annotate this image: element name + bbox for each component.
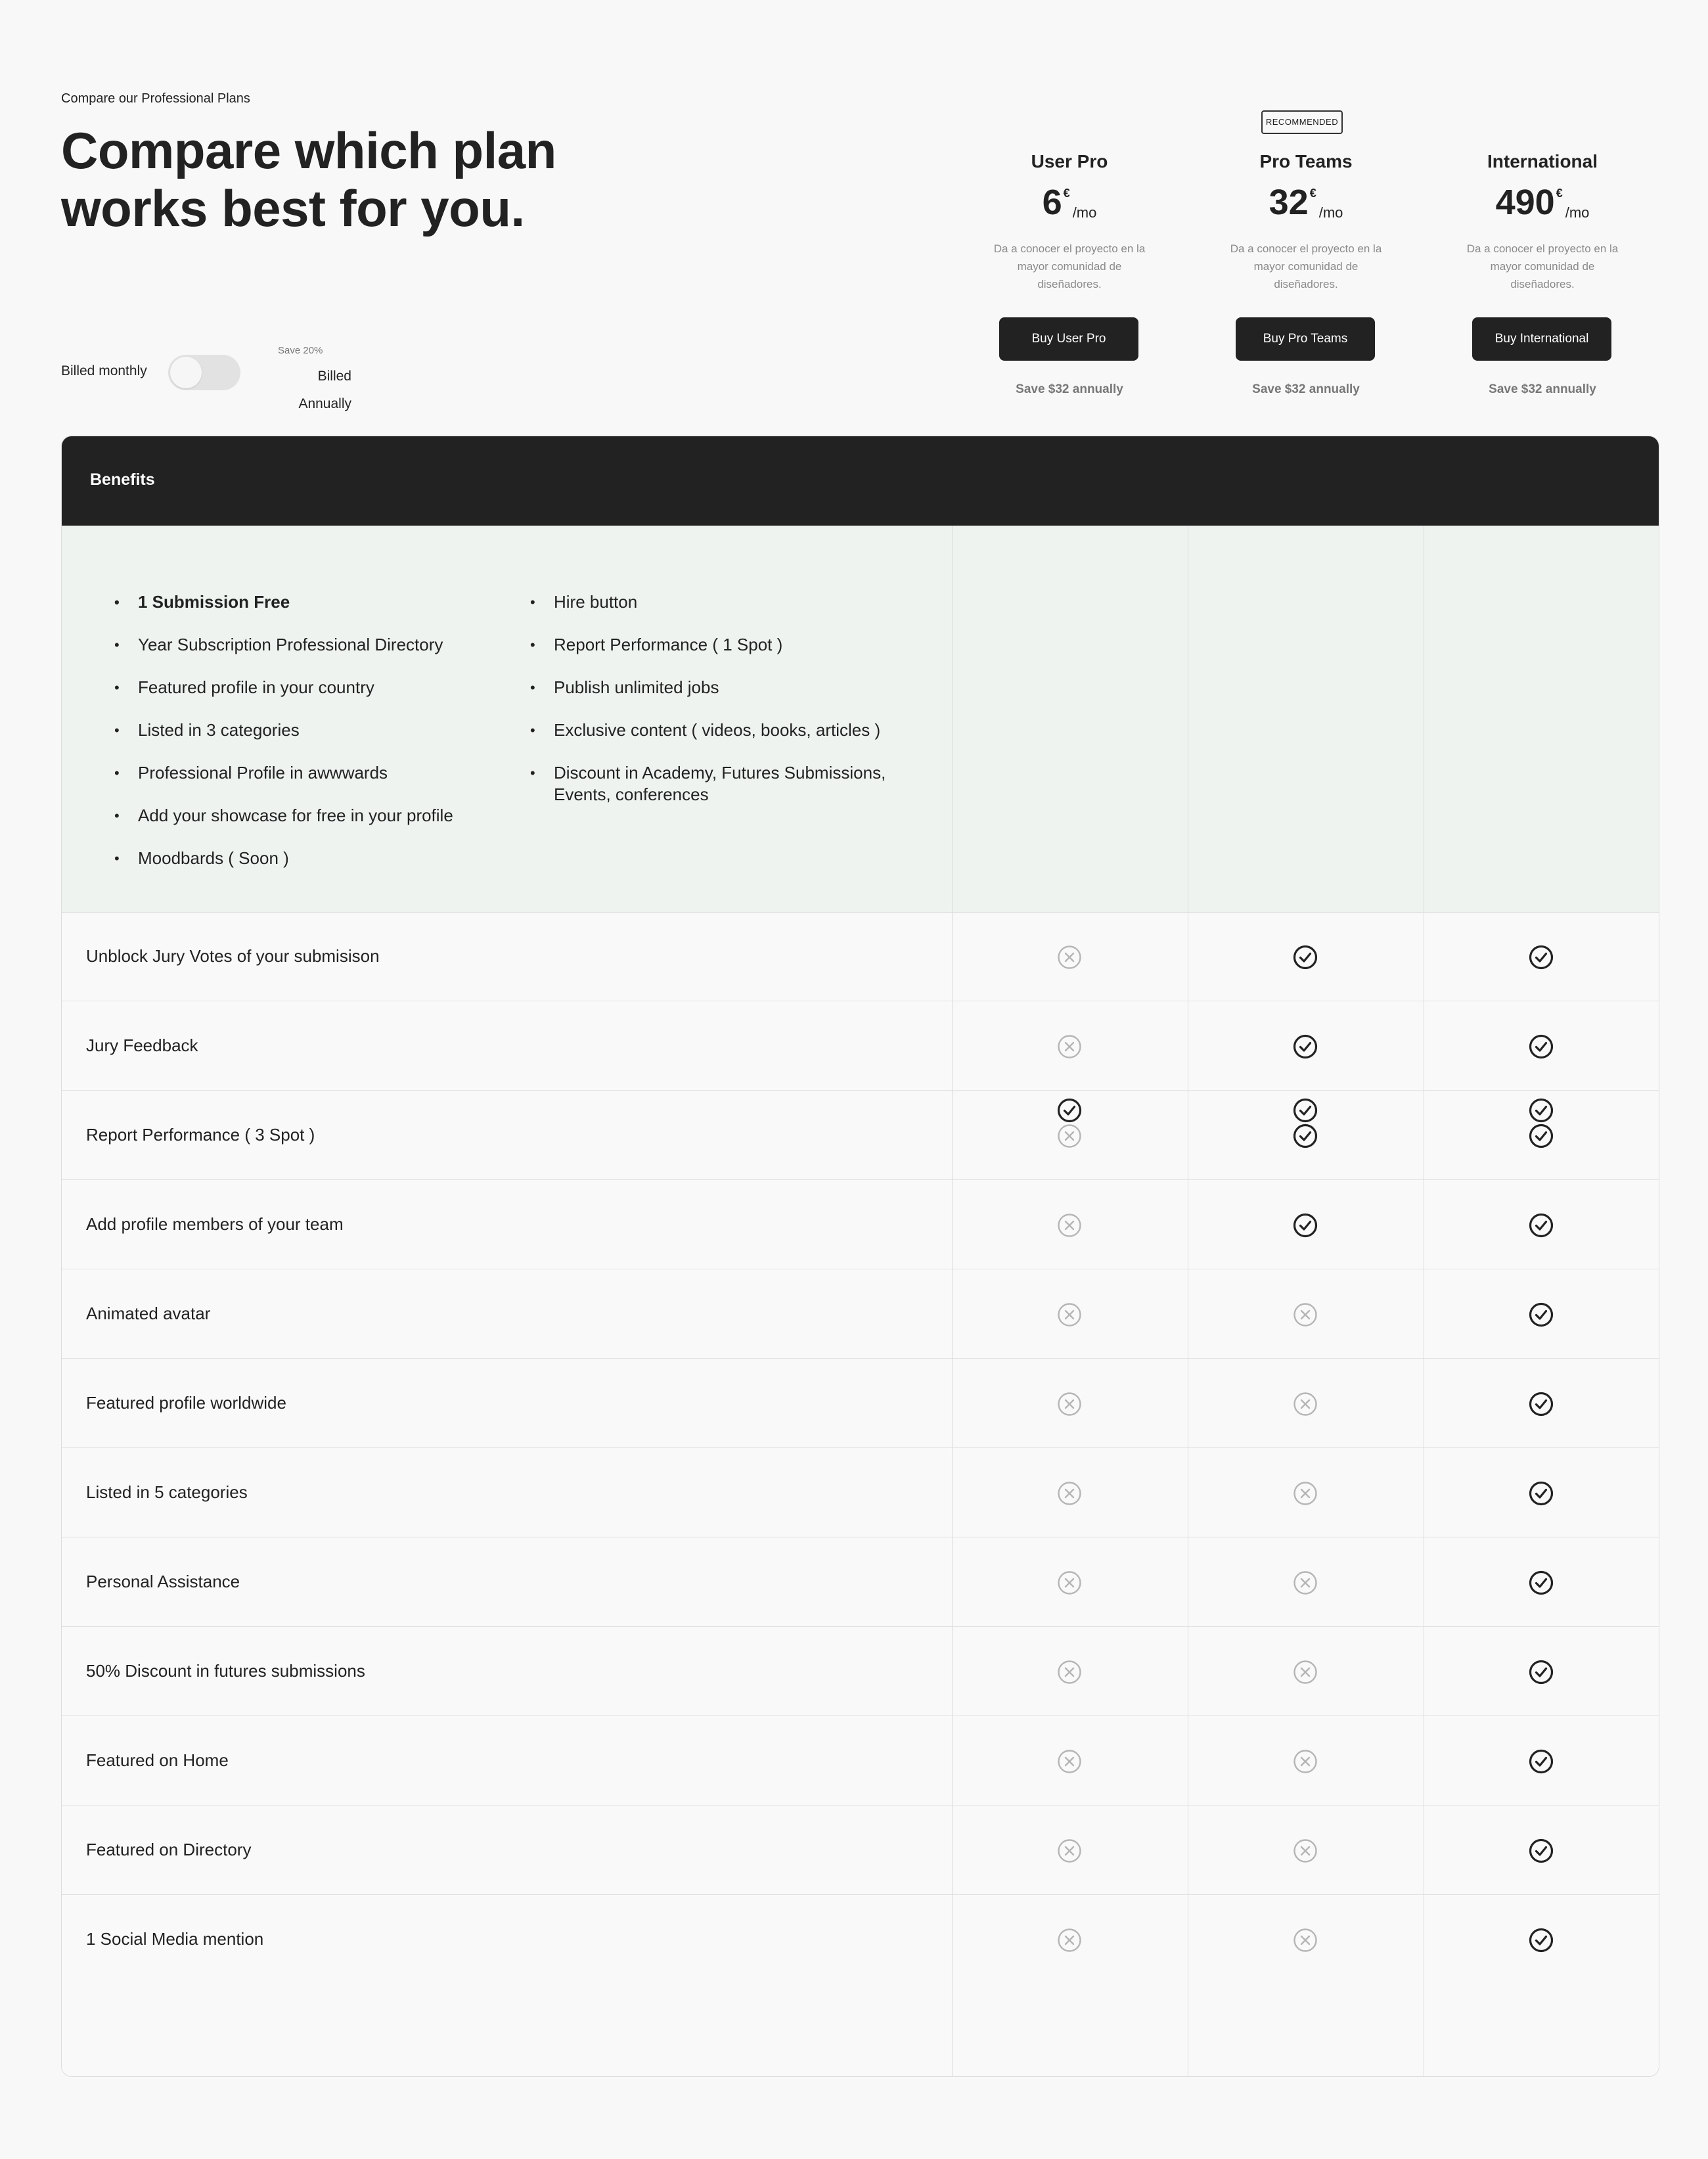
table-row — [62, 1895, 1659, 1984]
benefit-item: • Year Subscription Professional Directory — [114, 634, 482, 656]
page-title-line-1: Compare which plan — [61, 122, 556, 179]
column-divider — [952, 526, 953, 2077]
check-circle-icon — [1056, 1097, 1083, 1124]
check-circle-icon — [1292, 1212, 1318, 1239]
table-row — [62, 912, 1659, 1001]
benefit-item: • Publish unlimited jobs — [530, 677, 898, 698]
check-circle-icon — [1528, 1391, 1554, 1417]
billed-monthly-label[interactable]: Billed monthly — [61, 363, 147, 378]
check-circle-icon — [1528, 1659, 1554, 1685]
table-row — [62, 1359, 1659, 1448]
plan-savings: Save $32 annually — [1489, 382, 1596, 396]
billing-toggle-knob — [170, 357, 202, 388]
plan-price — [1424, 179, 1661, 225]
table-row — [62, 1001, 1659, 1091]
price-currency: € — [1309, 187, 1316, 200]
benefits-list-right — [530, 591, 898, 827]
check-circle-icon — [1292, 1034, 1318, 1060]
check-circle-icon — [1528, 1748, 1554, 1775]
benefits-heading: Benefits — [90, 470, 155, 489]
feature-label: Report Performance ( 3 Spot ) — [86, 1125, 315, 1145]
benefit-item: • Hire button — [530, 591, 898, 613]
table-row — [62, 1537, 1659, 1627]
comparison-table — [61, 436, 1659, 2077]
plan-description: Da a conocer el proyecto en la mayor comunidad de diseñadores. — [993, 242, 1146, 290]
feature-label: 1 Social Media mention — [86, 1929, 264, 1949]
x-circle-icon — [1292, 1659, 1318, 1685]
price-period: /mo — [1318, 204, 1343, 221]
plan-name: User Pro — [1031, 151, 1108, 171]
feature-label: Featured profile worldwide — [86, 1393, 286, 1413]
check-circle-icon — [1528, 1838, 1554, 1864]
plan-name: International — [1487, 151, 1598, 171]
billed-annually-line-1: Billed — [317, 369, 351, 384]
check-circle-icon — [1528, 1034, 1554, 1060]
recommended-badge: RECOMMENDED — [1261, 110, 1343, 134]
x-circle-icon — [1056, 1659, 1083, 1685]
feature-label: Unblock Jury Votes of your submisison — [86, 946, 380, 966]
x-circle-icon — [1056, 1123, 1083, 1149]
billed-annually-label[interactable] — [278, 363, 351, 418]
buy-user-pro-button[interactable]: Buy User Pro — [999, 317, 1138, 361]
check-circle-icon — [1292, 1123, 1318, 1149]
x-circle-icon — [1056, 1480, 1083, 1507]
feature-label: Listed in 5 categories — [86, 1482, 248, 1502]
plan-savings: Save $32 annually — [1016, 382, 1123, 396]
benefit-item: • Listed in 3 categories — [114, 719, 482, 741]
benefits-block — [62, 526, 1659, 913]
feature-label: Personal Assistance — [86, 1572, 240, 1591]
x-circle-icon — [1056, 1927, 1083, 1953]
x-circle-icon — [1056, 944, 1083, 970]
feature-label: 50% Discount in futures submissions — [86, 1661, 365, 1681]
x-circle-icon — [1056, 1391, 1083, 1417]
plan-description: Da a conocer el proyecto en la mayor comunidad de diseñadores. — [1466, 242, 1619, 290]
x-circle-icon — [1292, 1391, 1318, 1417]
x-circle-icon — [1292, 1480, 1318, 1507]
price-currency: € — [1556, 187, 1563, 200]
billing-switch-group — [61, 342, 429, 414]
price-amount: 490 — [1495, 183, 1555, 222]
check-circle-icon — [1528, 1123, 1554, 1149]
table-row — [62, 1180, 1659, 1269]
table-header — [62, 436, 1659, 526]
x-circle-icon — [1056, 1570, 1083, 1596]
check-circle-icon — [1292, 944, 1318, 970]
x-circle-icon — [1056, 1838, 1083, 1864]
save-badge: Save 20% — [278, 345, 323, 356]
x-circle-icon — [1056, 1302, 1083, 1328]
price-period: /mo — [1565, 204, 1590, 221]
table-row — [62, 1806, 1659, 1895]
price-amount: 32 — [1269, 183, 1309, 222]
check-circle-icon — [1292, 1097, 1318, 1124]
x-circle-icon — [1292, 1927, 1318, 1953]
plan-savings: Save $32 annually — [1252, 382, 1360, 396]
price-amount: 6 — [1042, 183, 1062, 222]
price-currency: € — [1063, 187, 1070, 200]
check-circle-icon — [1528, 1302, 1554, 1328]
page-title-line-2: works best for you. — [61, 179, 525, 237]
benefit-item: • Add your showcase for free in your profile — [114, 805, 482, 827]
page-eyebrow: Compare our Professional Plans — [61, 91, 250, 106]
x-circle-icon — [1292, 1748, 1318, 1775]
table-row — [62, 1448, 1659, 1537]
plan-name: Pro Teams — [1259, 151, 1353, 171]
benefit-item: • 1 Submission Free — [114, 591, 482, 613]
feature-label: Jury Feedback — [86, 1035, 198, 1055]
plan-price — [1188, 179, 1424, 225]
check-circle-icon — [1528, 1480, 1554, 1507]
benefit-item: • Discount in Academy, Futures Submissions, Events, conferences — [530, 762, 898, 806]
benefit-item: • Professional Profile in awwwards — [114, 762, 482, 784]
page-title — [61, 122, 556, 237]
price-period: /mo — [1072, 204, 1097, 221]
table-row — [62, 1269, 1659, 1359]
feature-label: Featured on Home — [86, 1750, 229, 1770]
check-circle-icon — [1528, 944, 1554, 970]
billed-annually-line-2: Annually — [298, 396, 351, 411]
check-circle-icon — [1528, 1212, 1554, 1239]
check-circle-icon — [1528, 1570, 1554, 1596]
billing-toggle[interactable] — [168, 355, 240, 390]
table-row — [62, 1627, 1659, 1716]
feature-label: Featured on Directory — [86, 1840, 252, 1859]
x-circle-icon — [1056, 1034, 1083, 1060]
feature-label: Animated avatar — [86, 1304, 211, 1323]
plan-description: Da a conocer el proyecto en la mayor comunidad de diseñadores. — [1230, 242, 1382, 290]
buy-pro-teams-button[interactable]: Buy Pro Teams — [1236, 317, 1375, 361]
x-circle-icon — [1292, 1570, 1318, 1596]
benefit-item: • Exclusive content ( videos, books, articles ) — [530, 719, 898, 741]
x-circle-icon — [1056, 1748, 1083, 1775]
x-circle-icon — [1056, 1212, 1083, 1239]
plan-price — [951, 179, 1188, 225]
feature-label: Add profile members of your team — [86, 1214, 344, 1234]
benefit-item: • Featured profile in your country — [114, 677, 482, 698]
table-row — [62, 1716, 1659, 1806]
buy-international-button[interactable]: Buy International — [1472, 317, 1611, 361]
table-row — [62, 1091, 1659, 1180]
check-circle-icon — [1528, 1927, 1554, 1953]
x-circle-icon — [1292, 1302, 1318, 1328]
x-circle-icon — [1292, 1838, 1318, 1864]
benefits-list-left — [114, 591, 482, 890]
benefit-item: • Report Performance ( 1 Spot ) — [530, 634, 898, 656]
check-circle-icon — [1528, 1097, 1554, 1124]
benefit-item: • Moodbards ( Soon ) — [114, 848, 482, 869]
